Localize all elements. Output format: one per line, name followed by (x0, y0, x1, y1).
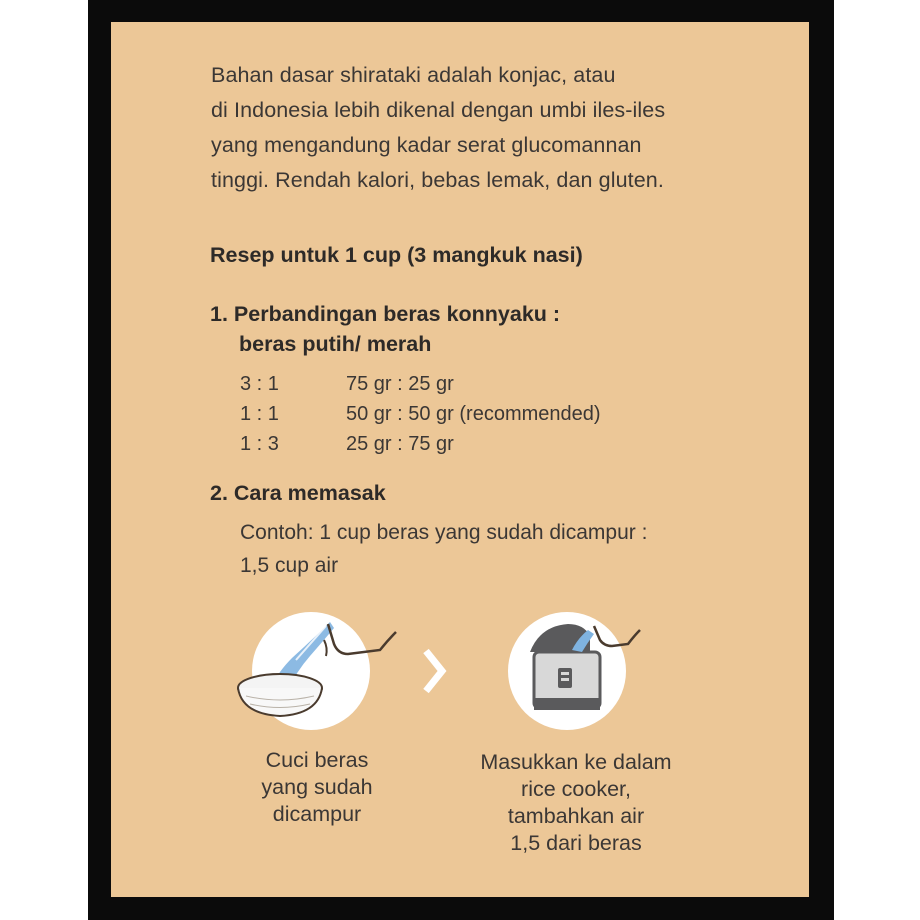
step2-example (240, 516, 647, 582)
intro-line: Bahan dasar shirataki adalah konjac, atau (211, 63, 616, 87)
step2-title: 2. Cara memasak (210, 481, 386, 505)
chevron-right-icon (420, 647, 448, 695)
caption-line: dicampur (272, 802, 362, 826)
caption-line: Cuci beras (265, 748, 369, 772)
ratio-amount: 25 gr : 75 gr (346, 433, 454, 455)
step1-title-line2: beras putih/ merah (239, 332, 432, 356)
caption-wash (232, 747, 402, 828)
caption-line: 1,5 dari beras (510, 831, 642, 855)
step1-title-line1: 1. Perbandingan beras konnyaku : (210, 302, 561, 326)
example-line2: 1,5 cup air (240, 554, 339, 577)
intro-paragraph (211, 58, 665, 198)
ratio-row (240, 403, 601, 426)
intro-line: di Indonesia lebih dikenal dengan umbi iles-iles (211, 98, 666, 122)
rice-cooker-icon (520, 612, 650, 724)
ratio-value: 1 : 1 (240, 403, 279, 425)
intro-line: tinggi. Rendah kalori, bebas lemak, dan gluten. (211, 168, 664, 192)
caption-cooker (450, 749, 702, 857)
example-line1: Contoh: 1 cup beras yang sudah dicampur : (240, 521, 648, 544)
caption-line: Masukkan ke dalam (480, 750, 672, 774)
intro-line: yang mengandung kadar serat glucomannan (211, 133, 642, 157)
ratio-row (240, 433, 454, 456)
ratio-value: 1 : 3 (240, 433, 279, 455)
ratio-row (240, 373, 454, 396)
caption-line: yang sudah (261, 775, 373, 799)
recipe-heading: Resep untuk 1 cup (3 mangkuk nasi) (210, 243, 583, 267)
ratio-amount: 75 gr : 25 gr (346, 373, 454, 395)
wash-rice-bowl-icon (230, 610, 400, 725)
caption-line: tambahkan air (507, 804, 645, 828)
caption-line: rice cooker, (521, 777, 631, 801)
step1-title (210, 299, 560, 359)
ratio-value: 3 : 1 (240, 373, 279, 395)
ratio-amount: 50 gr : 50 gr (recommended) (346, 403, 601, 425)
